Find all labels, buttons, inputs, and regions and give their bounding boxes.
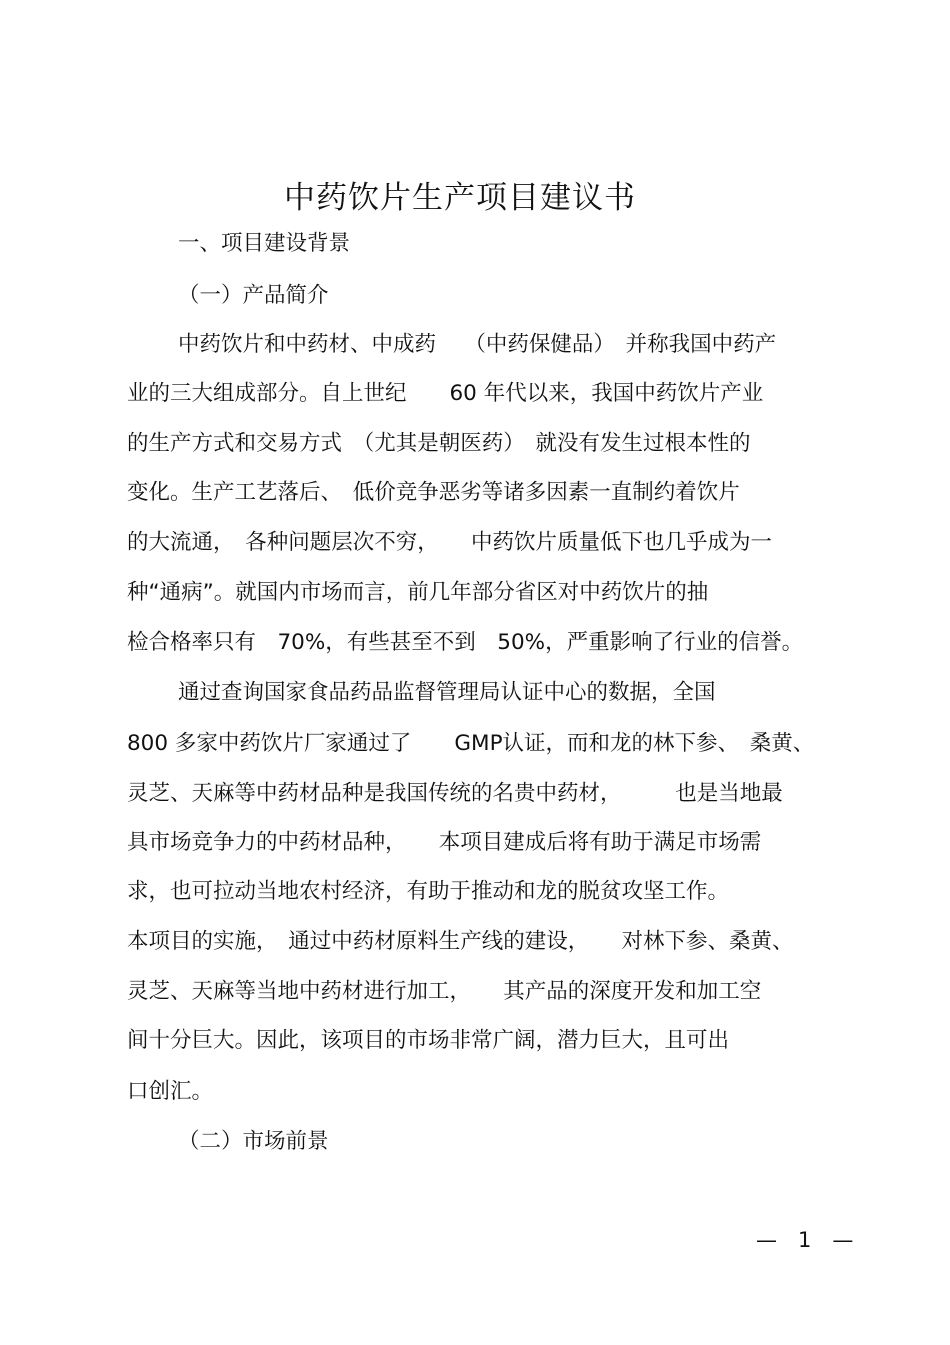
document-title: 中药饮片生产项目建议书 xyxy=(284,180,636,216)
section-heading: 一、项目建设背景 xyxy=(178,231,351,256)
body-line: 通过查询国家食品药品监督管理局认证中心的数据，全国 xyxy=(178,680,716,705)
body-line: 口创汇。 xyxy=(127,1079,214,1104)
body-line: 具市场竞争力的中药材品种， 本项目建成后将有助于满足市场需 xyxy=(127,830,762,855)
body-line: 800 多家中药饮片厂家通过了 GMP认证，而和龙的林下参、 桑黄、 xyxy=(127,731,815,756)
body-line: 灵芝、天麻等中药材品种是我国传统的名贵中药材， 也是当地最 xyxy=(127,781,783,806)
body-line: 的大流通， 各种问题层次不穷， 中药饮片质量低下也几乎成为一 xyxy=(127,530,773,555)
page-number: — 1 — xyxy=(756,1228,854,1252)
body-line: 间十分巨大。因此，该项目的市场非常广阔，潜力巨大，且可出 xyxy=(127,1028,730,1053)
body-line: 变化。生产工艺落后、 低价竞争恶劣等诸多因素一直制约着饮片 xyxy=(127,480,740,505)
body-line: 业的三大组成部分。自上世纪 60 年代以来，我国中药饮片产业 xyxy=(127,381,764,406)
body-line: 本项目的实施， 通过中药材原料生产线的建设， 对林下参、桑黄、 xyxy=(127,929,794,954)
body-line: 检合格率只有 70%，有些甚至不到 50%，严重影响了行业的信誉。 xyxy=(127,630,804,655)
body-line: 中药饮片和中药材、中成药 （中药保健品） 并称我国中药产 xyxy=(178,332,777,357)
body-line: 种“通病”。就国内市场而言，前几年部分省区对中药饮片的抽 xyxy=(127,580,709,605)
body-line: 灵芝、天麻等当地中药材进行加工， 其产品的深度开发和加工空 xyxy=(127,979,762,1004)
subsection-heading: （二）市场前景 xyxy=(178,1129,329,1154)
body-line: 求，也可拉动当地农村经济，有助于推动和龙的脱贫攻坚工作。 xyxy=(127,879,730,904)
body-line: 的生产方式和交易方式 （尤其是朝医药） 就没有发生过根本性的 xyxy=(127,431,751,456)
subsection-heading: （一）产品简介 xyxy=(178,283,329,308)
